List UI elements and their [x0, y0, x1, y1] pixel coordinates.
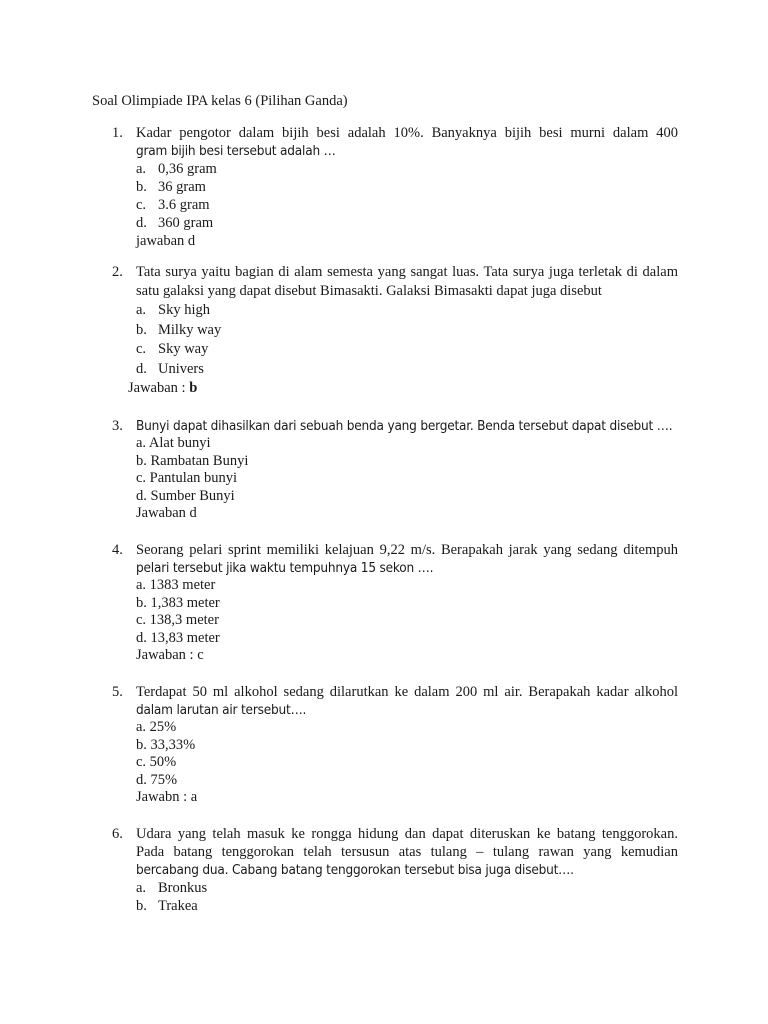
answer-prefix: Jawaban : [128, 380, 190, 396]
option-letter: a. [136, 880, 147, 896]
option-text: 3.6 gram [158, 197, 210, 213]
option-text: Univers [158, 360, 204, 377]
option-letter: d. [136, 360, 147, 377]
option-a [136, 160, 678, 178]
option-b: b. Rambatan Bunyi [136, 452, 249, 469]
question-3 [112, 417, 678, 523]
question-text [136, 124, 678, 160]
option-letter: d. [136, 215, 147, 231]
question-text [136, 417, 678, 435]
option-c: c. 50% [136, 754, 177, 770]
option-letter: c. [136, 341, 147, 357]
option-letter: b. [136, 898, 147, 914]
option-b [136, 897, 678, 915]
option-list [136, 719, 678, 807]
option-b [136, 178, 678, 196]
option-c: c. Pantulan bunyi [136, 470, 238, 486]
option-letter: a. [136, 302, 147, 318]
answer-text: Jawaban : c [136, 647, 204, 663]
option-d: d. 13,83 meter [136, 629, 220, 646]
option-list [136, 577, 678, 665]
option-text: 0,36 gram [158, 161, 217, 177]
option-text: Trakea [158, 898, 198, 914]
question-text [136, 263, 678, 301]
question-line: gram bijih besi tersebut adalah … [136, 143, 336, 159]
option-list [136, 879, 678, 915]
option-d [136, 360, 678, 380]
question-number: 3. [112, 418, 123, 434]
option-text: Milky way [158, 321, 222, 338]
option-a [136, 879, 678, 897]
question-number: 5. [112, 684, 123, 700]
question-text [136, 825, 678, 879]
option-c [136, 340, 678, 360]
option-text: Bronkus [158, 880, 208, 896]
question-line: pelari tersebut jika waktu tempuhnya 15 sekon …. [136, 560, 434, 576]
question-number: 2. [112, 264, 123, 280]
question-line: dalam larutan air tersebut…. [136, 702, 307, 718]
option-a: a. 1383 meter [136, 577, 216, 593]
answer-letter: b [189, 380, 198, 396]
option-text: Sky high [158, 302, 210, 318]
option-a: a. Alat bunyi [136, 435, 211, 451]
option-c: c. 138,3 meter [136, 612, 219, 628]
question-2 [112, 263, 678, 398]
question-text [136, 541, 678, 577]
document-title: Soal Olimpiade IPA kelas 6 (Pilihan Ganda) [92, 93, 348, 109]
option-b [136, 321, 678, 341]
question-line: Udara yang telah masuk ke rongga hidung dan dapat diteruskan ke batang tenggorokan. [136, 826, 678, 842]
question-line: bercabang dua. Cabang batang tenggorokan tersebut bisa juga disebut…. [136, 862, 574, 878]
answer-text [128, 379, 678, 398]
question-line: satu galaksi yang dapat disebut Bimasakti. Galaksi Bimasakti dapat juga disebut [136, 283, 602, 299]
question-number: 1. [112, 125, 123, 141]
answer-text: Jawabn : a [136, 789, 198, 805]
option-c [136, 196, 678, 214]
option-b: b. 1,383 meter [136, 594, 220, 611]
question-1 [112, 124, 678, 250]
option-d [136, 214, 678, 232]
question-line: Seorang pelari sprint memiliki kelajuan 9,22 m/s. Berapakah jarak yang sedang ditempuh [136, 542, 678, 558]
option-text: 360 gram [158, 215, 214, 231]
option-b: b. 33,33% [136, 736, 196, 753]
option-a [136, 301, 678, 321]
question-line: Kadar pengotor dalam bijih besi adalah 10%. Banyaknya bijih besi murni dalam 400 [136, 125, 678, 141]
question-line: Tata surya yaitu bagian di alam semesta yang sangat luas. Tata surya juga terletak di dalam [136, 264, 678, 280]
question-number: 4. [112, 542, 123, 558]
question-5 [112, 683, 678, 807]
option-letter: c. [136, 197, 147, 213]
option-a: a. 25% [136, 719, 177, 735]
question-number: 6. [112, 826, 123, 842]
question-6 [112, 825, 678, 915]
option-list [136, 160, 678, 250]
question-line: Pada batang tenggorokan telah tersusun atas tulang – tulang rawan yang kemudian [136, 844, 678, 860]
question-4 [112, 541, 678, 665]
question-text [136, 683, 678, 719]
option-letter: a. [136, 161, 147, 177]
question-line: Bunyi dapat dihasilkan dari sebuah benda yang bergetar. Benda tersebut dapat disebut …. [136, 418, 673, 434]
option-d: d. Sumber Bunyi [136, 487, 235, 504]
answer-text: Jawaban d [136, 505, 197, 521]
option-text: Sky way [158, 341, 209, 357]
option-letter: b. [136, 321, 147, 338]
option-letter: b. [136, 179, 147, 195]
option-list [136, 435, 678, 523]
option-list [136, 301, 678, 379]
option-d: d. 75% [136, 771, 178, 788]
answer-text: jawaban d [136, 233, 196, 249]
option-text: 36 gram [158, 179, 206, 195]
question-line: Terdapat 50 ml alkohol sedang dilarutkan ke dalam 200 ml air. Berapakah kadar alkohol [136, 684, 678, 700]
